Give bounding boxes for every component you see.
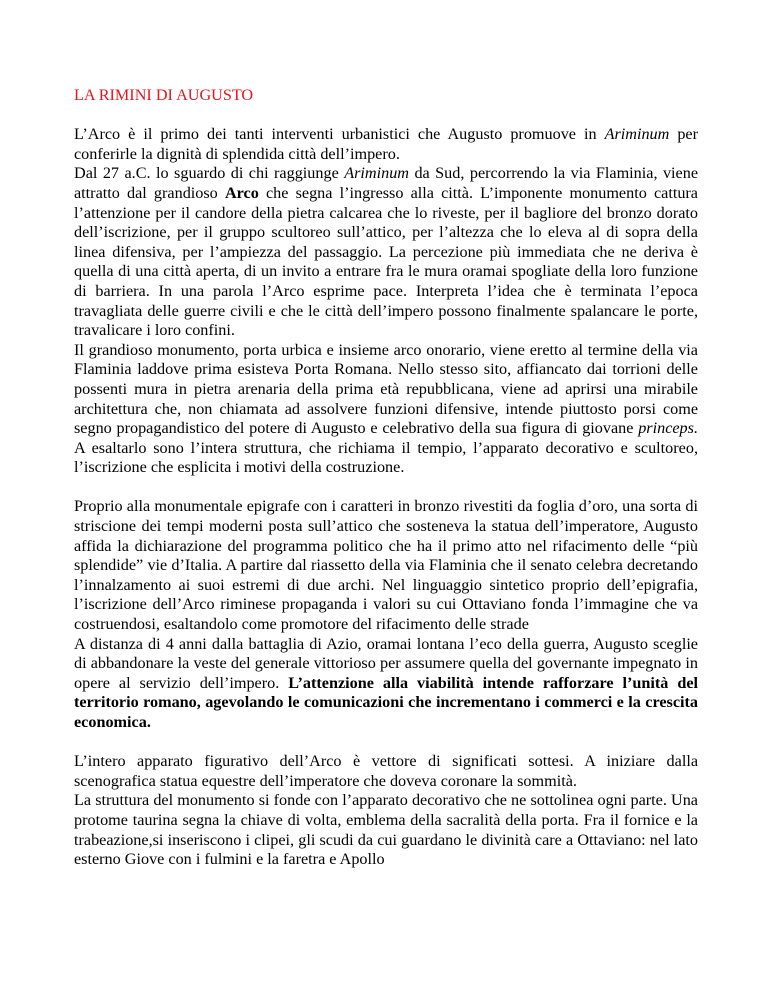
bold-text: Arco [224,183,259,202]
text-run: Il grandioso monumento, porta urbica e insieme arco onorario, viene eretto al termine della via Flaminia laddove prima esisteva Porta Romana. Nello stesso sito, affiancato dai torrioni delle possenti mura in pietra arenaria della prima età repubblicana, viene ad aprirsi una mirabile architettura che, non chiamata ad assolvere funzioni difensive, intende piuttosto porsi come segno propagandistico del potere di Augusto e celebrativo della sua figura di giovane [74,340,698,438]
text-run: Proprio alla monumentale epigrafe con i caratteri in bronzo rivestiti da foglia d’oro, una sorta di striscione dei tempi moderni posta sull’attico che sosteneva la statua dell’imperatore, Augusto affida la dichiarazione del programma politico che ha il primo atto nel rifacimento delle “più splendide” vie d’Italia. A partire dal riassetto della via Flaminia che il senato celebra decretando l’innalzamento ai suoi estremi di due archi. Nel linguaggio sintetico proprio dell’epigrafia, l’iscrizione dell’Arco riminese propaganda i valori su cui Ottaviano fonda l’immagine che va costruendosi, esaltandolo come promotore del rifacimento delle strade [74,497,698,634]
document-title: LA RIMINI DI AUGUSTO [74,86,254,104]
paragraph [74,752,698,791]
paragraph [74,497,698,634]
text-run: L’Arco è il primo dei tanti interventi urbanistici che Augusto promuove in [74,125,605,144]
paragraph [74,164,698,340]
section-1 [74,125,698,478]
paragraph [74,341,698,478]
document-page [74,86,698,889]
text-run: A esaltarlo sono l’intera struttura, che richiama il tempio, l’apparato decorativo e scultoreo, l’iscrizione che esplicita i motivi della costruzione. [74,438,698,477]
section-2 [74,497,698,732]
text-run: La struttura del monumento si fonde con l’apparato decorativo che ne sottolinea ogni parte. Una protome taurina segna la chiave di volta, emblema della sacralità della porta. Fra il fornice e la trabeazione,si inseriscono i clipei, gli scudi da cui guardano le divinità care a Ottaviano: nel lato esterno Giove con i fulmini e la faretra e Apollo [74,791,698,869]
text-run: da Sud, percorrendo la via Flaminia, viene attratto dal grandioso [74,164,698,202]
text-run: che segna l’ingresso alla città. L’imponente monumento cattura l’attenzione per il candore della pietra calcarea che lo riveste, per il bagliore del bronzo dorato dell’iscrizione, per il gruppo scultoreo sull’attico, per l’altezza che lo eleva al di sopra della linea difensiva, per l’ampiezza del passaggio. La percezione più immediata che ne deriva è quella di una città aperta, di un invito a entrare fra le mura oramai spogliate della loro funzione di barriera. In una parola l’Arco esprime pace. Interpreta l’idea che è terminata l’epoca travagliata delle guerre civili e che le città dell’impero possono finalmente spalancare le porte, travalicare i loro confini. [74,183,698,340]
italic-text: Ariminum [344,164,409,183]
section-3 [74,752,698,870]
text-run: A distanza di 4 anni dalla battaglia di Azio, oramai lontana l’eco della guerra, Augusto sceglie di abbandonare la veste del generale vittorioso per assumere quella del governante impegnato in opere al servizio dell’impero. [74,634,698,692]
italic-text: princeps. [638,419,698,438]
paragraph [74,125,698,164]
bold-text: L’attenzione alla viabilità intende rafforzare l’unità del territorio romano, agevolando le comunicazioni che incrementano i commerci e la crescita economica. [74,673,699,731]
text-run: Dal 27 a.C. lo sguardo di chi raggiunge [74,164,345,183]
text-run: per conferirle la dignità di splendida città dell’impero. [74,125,698,163]
text-run: L’intero apparato figurativo dell’Arco è vettore di significati sottesi. A iniziare dalla scenografica statua equestre dell’imperatore che doveva coronare la sommità. [74,752,698,790]
italic-text: Ariminum [604,125,670,144]
paragraph [74,791,698,869]
paragraph [74,635,698,733]
